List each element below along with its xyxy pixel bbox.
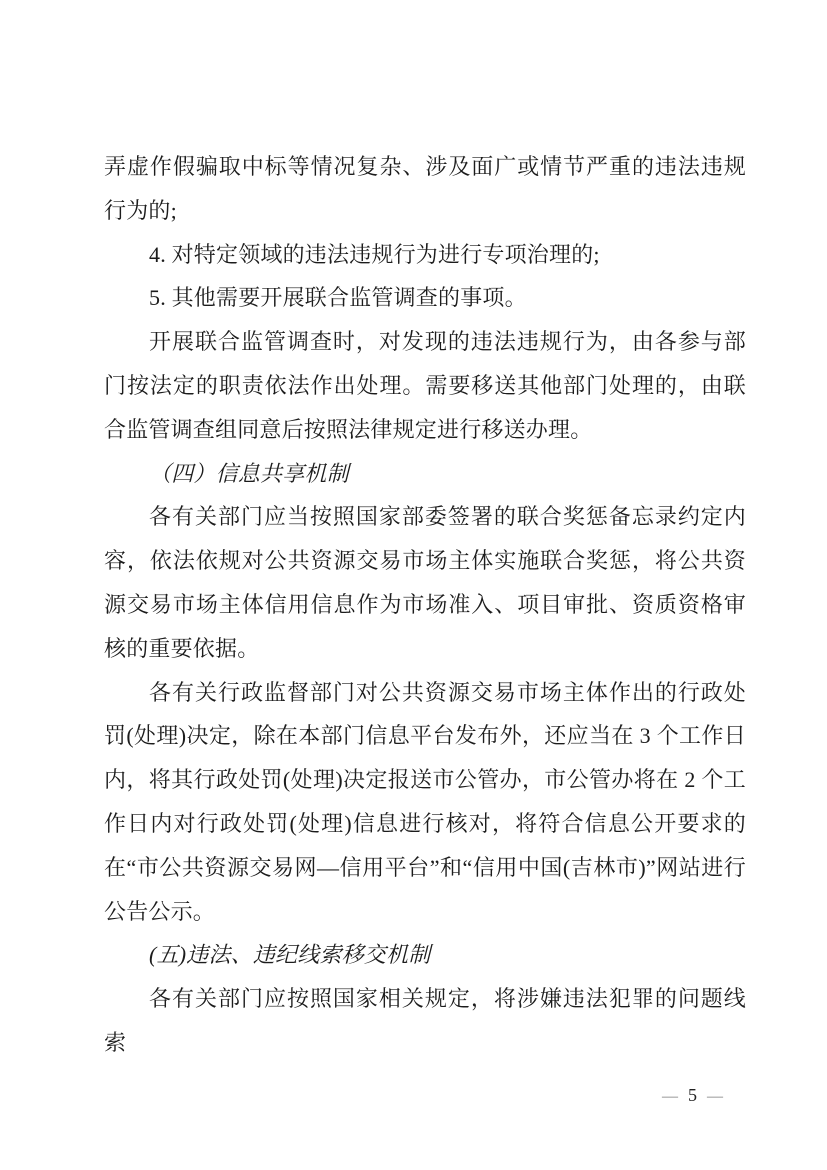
page-number-dash-left: — (662, 1088, 678, 1105)
page-number-value: 5 (688, 1085, 697, 1105)
list-item-5: 5. 其他需要开展联合监管调查的事项。 (149, 285, 527, 311)
document-body (104, 145, 746, 1065)
heading-section-5-clue-transfer: (五)违法、违纪线索移交机制 (149, 942, 431, 968)
page-number (662, 1085, 723, 1107)
para-admin-penalty-reporting: 各有关行政监督部门对公共资源交易市场主体作出的行政处罚(处理)决定，除在本部门信息平台发布外，还应当在 3 个工作日内，将其行政处罚(处理)决定报送市公管办，市公管办将在 2 个工作日内对行政处罚(处理)信息进行核对，将符合信息公开要求的在“市公共资源交易网—信用平台”和“信用中国(吉林市)”网站进行公告公示。 (104, 679, 746, 924)
para-continuation: 弄虚作假骗取中标等情况复杂、涉及面广或情节严重的违法违规行为的; (104, 154, 746, 223)
para-joint-investigation: 开展联合监管调查时，对发现的违法违规行为，由各参与部门按法定的职责依法作出处理。需要移送其他部门处理的，由联合监管调查组同意后按照法律规定进行移送办理。 (104, 329, 746, 442)
para-clue-transfer: 各有关部门应按照国家相关规定，将涉嫌违法犯罪的问题线索 (104, 986, 746, 1055)
heading-section-4-info-sharing: （四）信息共享机制 (149, 460, 349, 486)
list-item-4: 4. 对特定领域的违法违规行为进行专项治理的; (149, 241, 600, 267)
para-joint-rewards-punishments: 各有关部门应当按照国家部委签署的联合奖惩备忘录约定内容，依法依规对公共资源交易市场主体实施联合奖惩，将公共资源交易市场主体信用信息作为市场准入、项目审批、资质资格审核的重要依据。 (104, 504, 746, 661)
page-number-dash-right: — (707, 1088, 723, 1105)
